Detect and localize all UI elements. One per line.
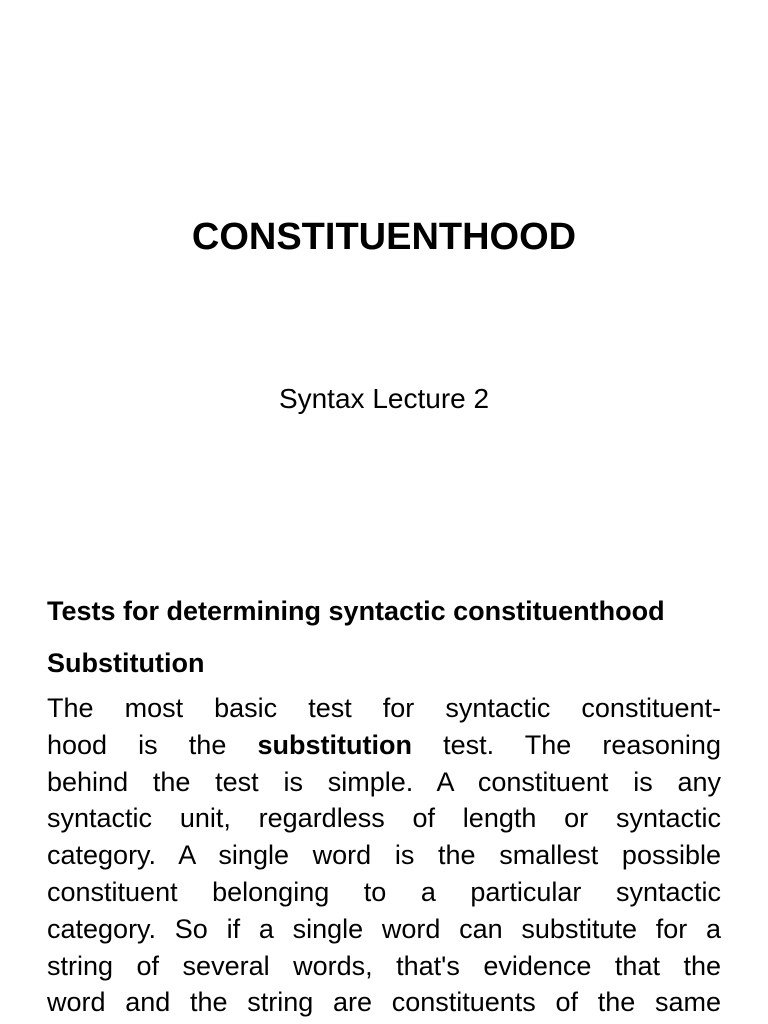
paragraph-line: category. A single word is the smallest possible — [47, 840, 721, 871]
bold-term-substitution: substitution — [257, 729, 412, 760]
text-segment: hood is the — [47, 729, 227, 760]
paragraph-line: word and the string are constituents of the same — [47, 987, 721, 1018]
body-paragraph — [47, 690, 721, 1021]
content-section — [47, 592, 721, 1021]
slide-title: CONSTITUENTHOOD — [191, 216, 577, 258]
paragraph-line: constituent belonging to a particular syntactic — [47, 876, 721, 907]
paragraph-line: syntactic unit, regardless of length or syntactic — [47, 803, 721, 834]
paragraph-line: string of several words, that's evidence that the — [47, 950, 721, 981]
subheading-substitution: Substitution — [47, 648, 205, 678]
text-segment: test. The reasoning — [443, 729, 721, 760]
section-heading: Tests for determining syntactic constituenthood — [47, 596, 665, 626]
slide-subtitle: Syntax Lecture 2 — [278, 383, 490, 414]
paragraph-line: The most basic test for syntactic constituent- — [47, 693, 721, 723]
paragraph-line — [47, 727, 721, 764]
paragraph-line: category. So if a single word can substitute for a — [47, 913, 721, 944]
paragraph-line: behind the test is simple. A constituent is any — [47, 766, 721, 797]
